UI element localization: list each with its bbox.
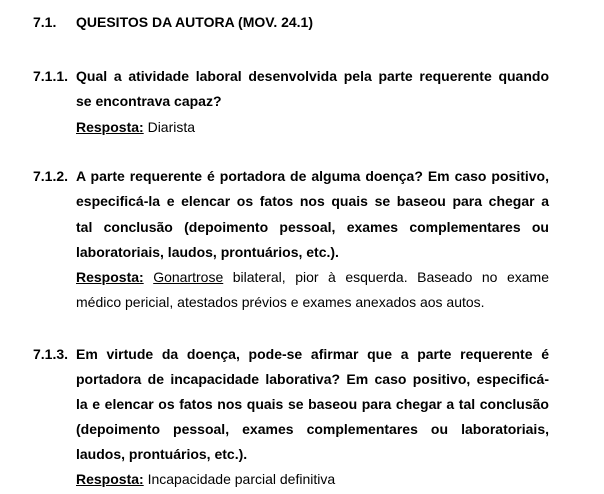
question-line: especificá-la e elencar os fatos nos quais se baseou para chegar a — [76, 193, 549, 209]
item-number: 7.1.1. — [33, 68, 69, 84]
answer-line — [76, 470, 335, 488]
question-line: se encontrava capaz? — [76, 93, 222, 109]
answer-text: bilateral, pior à esquerda. Baseado no exame — [223, 269, 550, 285]
question-line: Qual a atividade laboral desenvolvida pela parte requerente quando — [76, 68, 549, 84]
answer-label: Resposta: — [76, 119, 144, 135]
section-number: 7.1. — [33, 14, 57, 30]
question-line: (depoimento pessoal, exames complementares ou laboratoriais, — [76, 421, 549, 437]
answer-label: Resposta: — [76, 471, 144, 487]
question-line: la e elencar os fatos nos quais se baseou para chegar a tal conclusão — [76, 396, 549, 412]
answer-underlined-term: Gonartrose — [153, 269, 224, 285]
answer-line — [76, 268, 549, 286]
answer-text: Incapacidade parcial definitiva — [143, 471, 336, 487]
section-title: QUESITOS DA AUTORA (MOV. 24.1) — [76, 14, 314, 30]
question-line: laudos, prontuários, etc.). — [76, 446, 248, 462]
question-line: laboratoriais, laudos, prontuários, etc.). — [76, 244, 339, 260]
question-line: Em virtude da doença, pode-se afirmar que a parte requerente é — [76, 346, 549, 362]
question-line: tal conclusão (depoimento pessoal, exames complementares ou — [76, 219, 549, 235]
item-number: 7.1.3. — [33, 346, 69, 362]
question-line: A parte requerente é portadora de alguma doença? Em caso positivo, — [76, 168, 549, 184]
answer-label: Resposta: — [76, 269, 144, 285]
answer-line: médico pericial, atestados prévios e exames anexados aos autos. — [76, 294, 485, 310]
answer-text: Diarista — [143, 119, 196, 135]
answer-line — [76, 118, 195, 136]
item-number: 7.1.2. — [33, 168, 69, 184]
question-line: portadora de incapacidade laborativa? Em caso positivo, especificá- — [76, 371, 549, 387]
